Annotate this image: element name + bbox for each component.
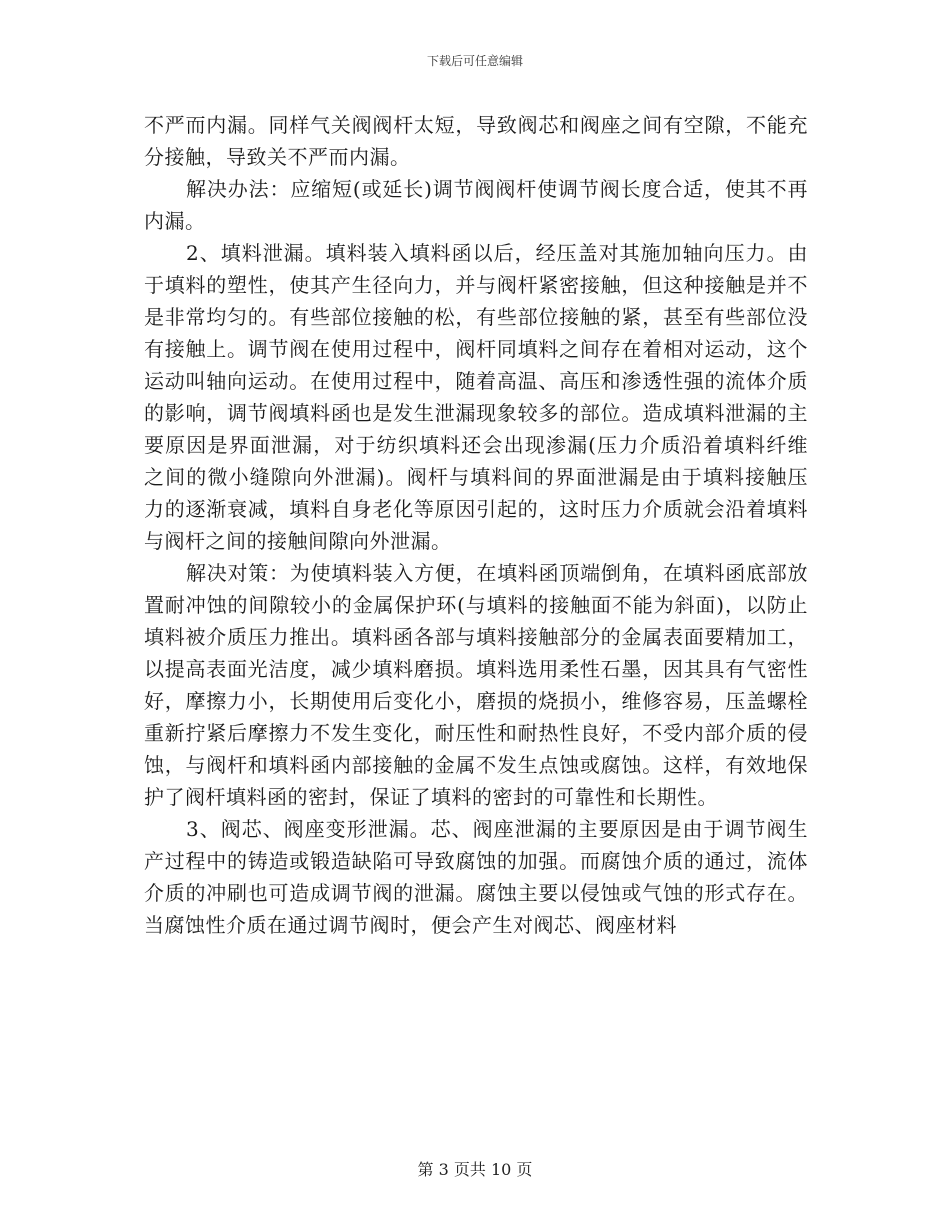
paragraph-solution-1: 解决办法：应缩短(或延长)调节阀阀杆使调节阀长度合适，使其不再内漏。	[144, 177, 808, 233]
paragraph-solution-2: 解决对策：为使填料装入方便，在填料函顶端倒角，在填料函底部放置耐冲蚀的间隙较小的金属保护环(与填料的接触面不能为斜面)，以防止填料被介质压力推出。填料函各部与填料接触部分的金属表面要精加工，以提高表面光洁度，减少填料磨损。填料选用柔性石墨，因其具有气密性好，摩擦力小，长期使用后变化小，磨损的烧损小，维修容易，压盖螺栓重新拧紧后摩擦力不发生变化，耐压性和耐热性良好，不受内部介质的侵蚀，与阀杆和填料函内部接触的金属不发生点蚀或腐蚀。这样，有效地保护了阀杆填料函的密封，保证了填料的密封的可靠性和长期性。	[144, 561, 808, 809]
document-body	[144, 109, 808, 941]
page-header-note: 下载后可任意编辑	[426, 54, 523, 68]
paragraph-packing-leakage: 2、填料泄漏。填料装入填料函以后，经压盖对其施加轴向压力。由于填料的塑性，使其产生径向力，并与阀杆紧密接触，但这种接触是并不是非常均匀的。有些部位接触的松，有些部位接触的紧，甚至有些部位没有接触上。调节阀在使用过程中，阀杆同填料之间存在着相对运动，这个运动叫轴向运动。在使用过程中，随着高温、高压和渗透性强的流体介质的影响，调节阀填料函也是发生泄漏现象较多的部位。造成填料泄漏的主要原因是界面泄漏，对于纺织填料还会出现渗漏(压力介质沿着填料纤维之间的微小缝隙向外泄漏)。阀杆与填料间的界面泄漏是由于填料接触压力的逐渐衰减，填料自身老化等原因引起的，这时压力介质就会沿着填料与阀杆之间的接触间隙向外泄漏。	[144, 241, 808, 553]
paragraph-continuation: 不严而内漏。同样气关阀阀杆太短，导致阀芯和阀座之间有空隙，不能充分接触，导致关不严而内漏。	[144, 113, 808, 169]
paragraph-seat-deformation: 3、阀芯、阀座变形泄漏。芯、阀座泄漏的主要原因是由于调节阀生产过程中的铸造或锻造缺陷可导致腐蚀的加强。而腐蚀介质的通过，流体介质的冲刷也可造成调节阀的泄漏。腐蚀主要以侵蚀或气蚀的形式存在。当腐蚀性介质在通过调节阀时，便会产生对阀芯、阀座材料	[144, 817, 808, 937]
page-number: 第 3 页共 10 页	[417, 1160, 533, 1179]
